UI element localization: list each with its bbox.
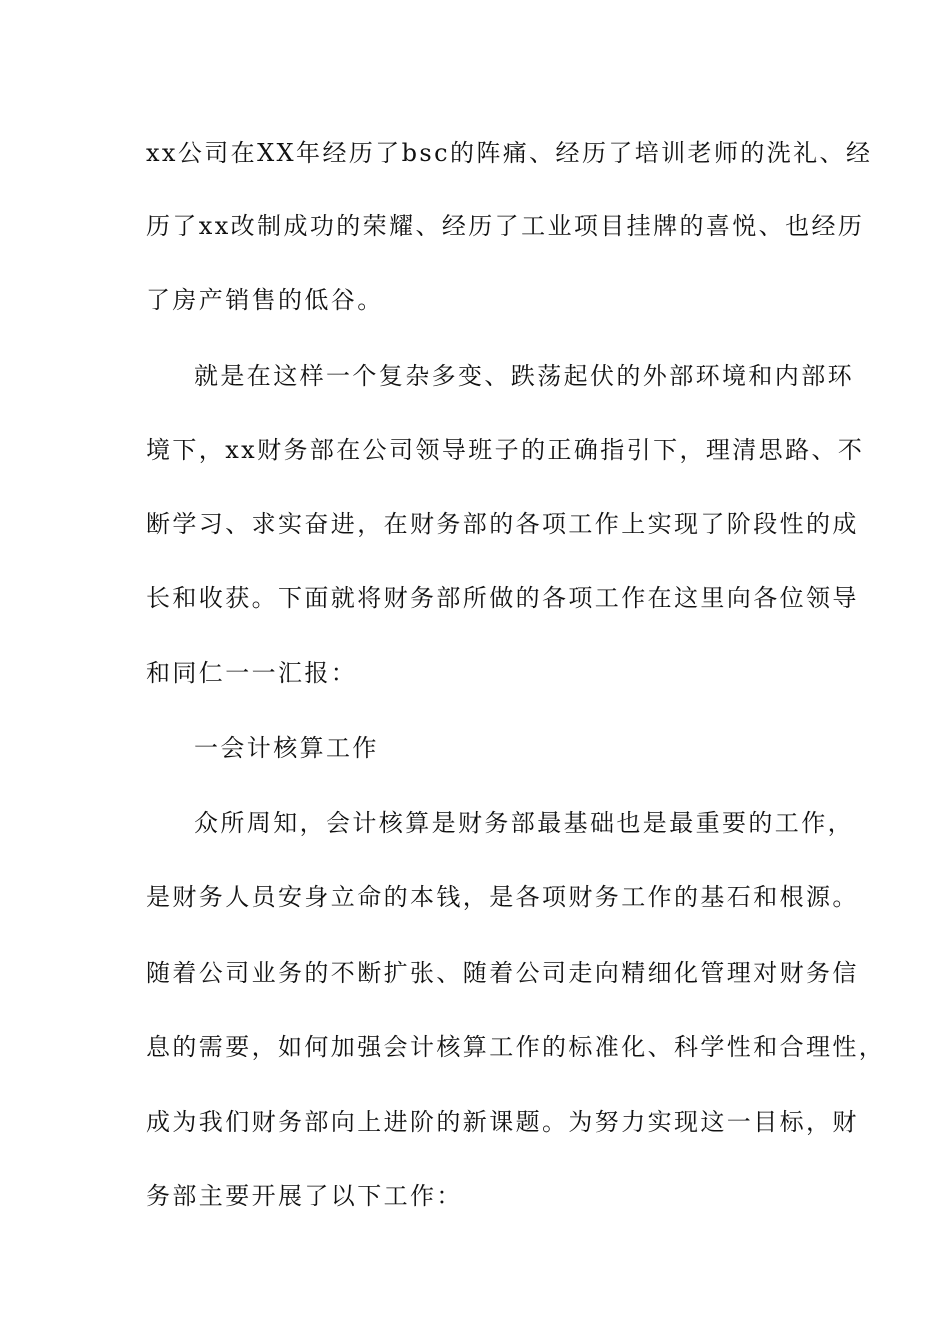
paragraph-1-line-2: 历了xx改制成功的荣耀、经历了工业项目挂牌的喜悦、也经历 — [146, 212, 865, 240]
paragraph-2-line-1: 就是在这样一个复杂多变、跌荡起伏的外部环境和内部环 — [194, 362, 854, 390]
paragraph-1-line-3: 了房产销售的低谷。 — [146, 286, 384, 314]
section-heading: 一会计核算工作 — [194, 734, 379, 762]
paragraph-3-line-3: 随着公司业务的不断扩张、随着公司走向精细化管理对财务信 — [146, 959, 859, 987]
paragraph-1-line-1: xx公司在XX年经历了bsc的阵痛、经历了培训老师的洗礼、经 — [146, 139, 873, 167]
paragraph-3-line-2: 是财务人员安身立命的本钱，是各项财务工作的基石和根源。 — [146, 883, 859, 911]
paragraph-3-line-4: 息的需要，如何加强会计核算工作的标准化、科学性和合理性， — [146, 1033, 886, 1061]
paragraph-2-line-3: 断学习、求实奋进，在财务部的各项工作上实现了阶段性的成 — [146, 510, 859, 538]
paragraph-3-line-5: 成为我们财务部向上进阶的新课题。为努力实现这一目标，财 — [146, 1108, 859, 1136]
paragraph-2-line-5: 和同仁一一汇报： — [146, 659, 358, 687]
paragraph-2-line-4: 长和收获。下面就将财务部所做的各项工作在这里向各位领导 — [146, 584, 859, 612]
paragraph-3-line-6: 务部主要开展了以下工作： — [146, 1182, 463, 1210]
paragraph-3-line-1: 众所周知，会计核算是财务部最基础也是最重要的工作， — [194, 809, 854, 837]
paragraph-2-line-2: 境下，xx财务部在公司领导班子的正确指引下，理清思路、不 — [146, 436, 865, 464]
